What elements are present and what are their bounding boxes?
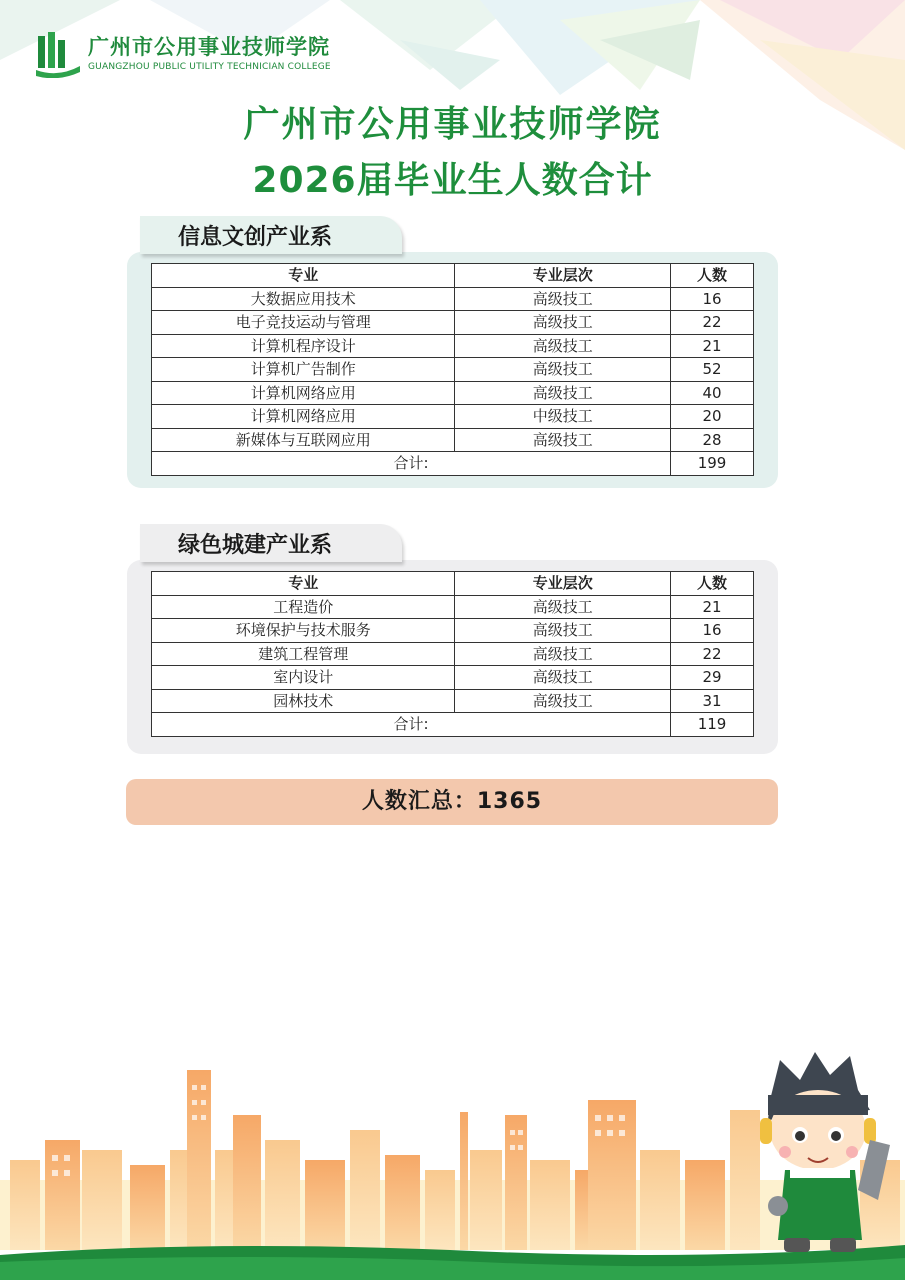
total-value: 199 bbox=[671, 452, 754, 476]
section-title: 信息文创产业系 bbox=[178, 225, 333, 250]
count-cell: 31 bbox=[671, 689, 754, 713]
total-label: 合计: bbox=[152, 452, 671, 476]
major-cell: 环境保护与技术服务 bbox=[152, 619, 455, 643]
table-row bbox=[152, 595, 754, 619]
college-emblem-icon bbox=[34, 30, 82, 78]
level-cell: 高级技工 bbox=[455, 666, 671, 690]
college-logo bbox=[34, 30, 331, 78]
major-cell: 计算机网络应用 bbox=[152, 381, 455, 405]
page-title-line1: 广州市公用事业技师学院 bbox=[243, 104, 662, 145]
level-cell: 高级技工 bbox=[455, 334, 671, 358]
table-row bbox=[152, 405, 754, 429]
table-row bbox=[152, 642, 754, 666]
section-panel-green bbox=[127, 560, 778, 754]
count-cell: 22 bbox=[671, 642, 754, 666]
table-row bbox=[152, 619, 754, 643]
city-skyline-illustration bbox=[0, 1040, 905, 1280]
total-value: 119 bbox=[671, 713, 754, 737]
level-cell: 高级技工 bbox=[455, 428, 671, 452]
level-cell: 高级技工 bbox=[455, 619, 671, 643]
major-cell: 大数据应用技术 bbox=[152, 287, 455, 311]
page-title-line2: 2026届毕业生人数合计 bbox=[252, 160, 653, 201]
count-cell: 28 bbox=[671, 428, 754, 452]
department-table-green bbox=[151, 571, 754, 737]
count-cell: 29 bbox=[671, 666, 754, 690]
table-header-row bbox=[152, 264, 754, 288]
department-table-info bbox=[151, 263, 754, 476]
section-tab-info bbox=[140, 216, 402, 254]
column-header-count: 人数 bbox=[671, 264, 754, 288]
major-cell: 计算机程序设计 bbox=[152, 334, 455, 358]
major-cell: 室内设计 bbox=[152, 666, 455, 690]
college-name-en: GUANGZHOU PUBLIC UTILITY TECHNICIAN COLLEGE bbox=[88, 62, 331, 72]
section-tab-green bbox=[140, 524, 402, 562]
column-header-major: 专业 bbox=[152, 572, 455, 596]
total-label: 合计: bbox=[152, 713, 671, 737]
major-cell: 计算机网络应用 bbox=[152, 405, 455, 429]
count-cell: 16 bbox=[671, 287, 754, 311]
column-header-level: 专业层次 bbox=[455, 264, 671, 288]
count-cell: 52 bbox=[671, 358, 754, 382]
major-cell: 工程造价 bbox=[152, 595, 455, 619]
table-row bbox=[152, 689, 754, 713]
count-cell: 40 bbox=[671, 381, 754, 405]
level-cell: 高级技工 bbox=[455, 689, 671, 713]
major-cell: 新媒体与互联网应用 bbox=[152, 428, 455, 452]
level-cell: 高级技工 bbox=[455, 595, 671, 619]
level-cell: 高级技工 bbox=[455, 642, 671, 666]
level-cell: 高级技工 bbox=[455, 381, 671, 405]
count-cell: 21 bbox=[671, 595, 754, 619]
table-total-row bbox=[152, 452, 754, 476]
major-cell: 建筑工程管理 bbox=[152, 642, 455, 666]
level-cell: 高级技工 bbox=[455, 287, 671, 311]
table-row bbox=[152, 666, 754, 690]
table-total-row bbox=[152, 713, 754, 737]
table-row bbox=[152, 428, 754, 452]
major-cell: 园林技术 bbox=[152, 689, 455, 713]
level-cell: 高级技工 bbox=[455, 311, 671, 335]
count-cell: 20 bbox=[671, 405, 754, 429]
table-header-row bbox=[152, 572, 754, 596]
total-summary-bar: 人数汇总：1365 bbox=[126, 779, 778, 825]
count-cell: 21 bbox=[671, 334, 754, 358]
table-row bbox=[152, 358, 754, 382]
table-row bbox=[152, 334, 754, 358]
major-cell: 电子竞技运动与管理 bbox=[152, 311, 455, 335]
level-cell: 中级技工 bbox=[455, 405, 671, 429]
college-name-cn: 广州市公用事业技师学院 bbox=[88, 34, 330, 59]
level-cell: 高级技工 bbox=[455, 358, 671, 382]
major-cell: 计算机广告制作 bbox=[152, 358, 455, 382]
table-row bbox=[152, 311, 754, 335]
section-title: 绿色城建产业系 bbox=[178, 533, 333, 558]
count-cell: 16 bbox=[671, 619, 754, 643]
section-panel-info bbox=[127, 252, 778, 488]
column-header-level: 专业层次 bbox=[455, 572, 671, 596]
column-header-count: 人数 bbox=[671, 572, 754, 596]
table-row bbox=[152, 287, 754, 311]
table-row bbox=[152, 381, 754, 405]
column-header-major: 专业 bbox=[152, 264, 455, 288]
count-cell: 22 bbox=[671, 311, 754, 335]
